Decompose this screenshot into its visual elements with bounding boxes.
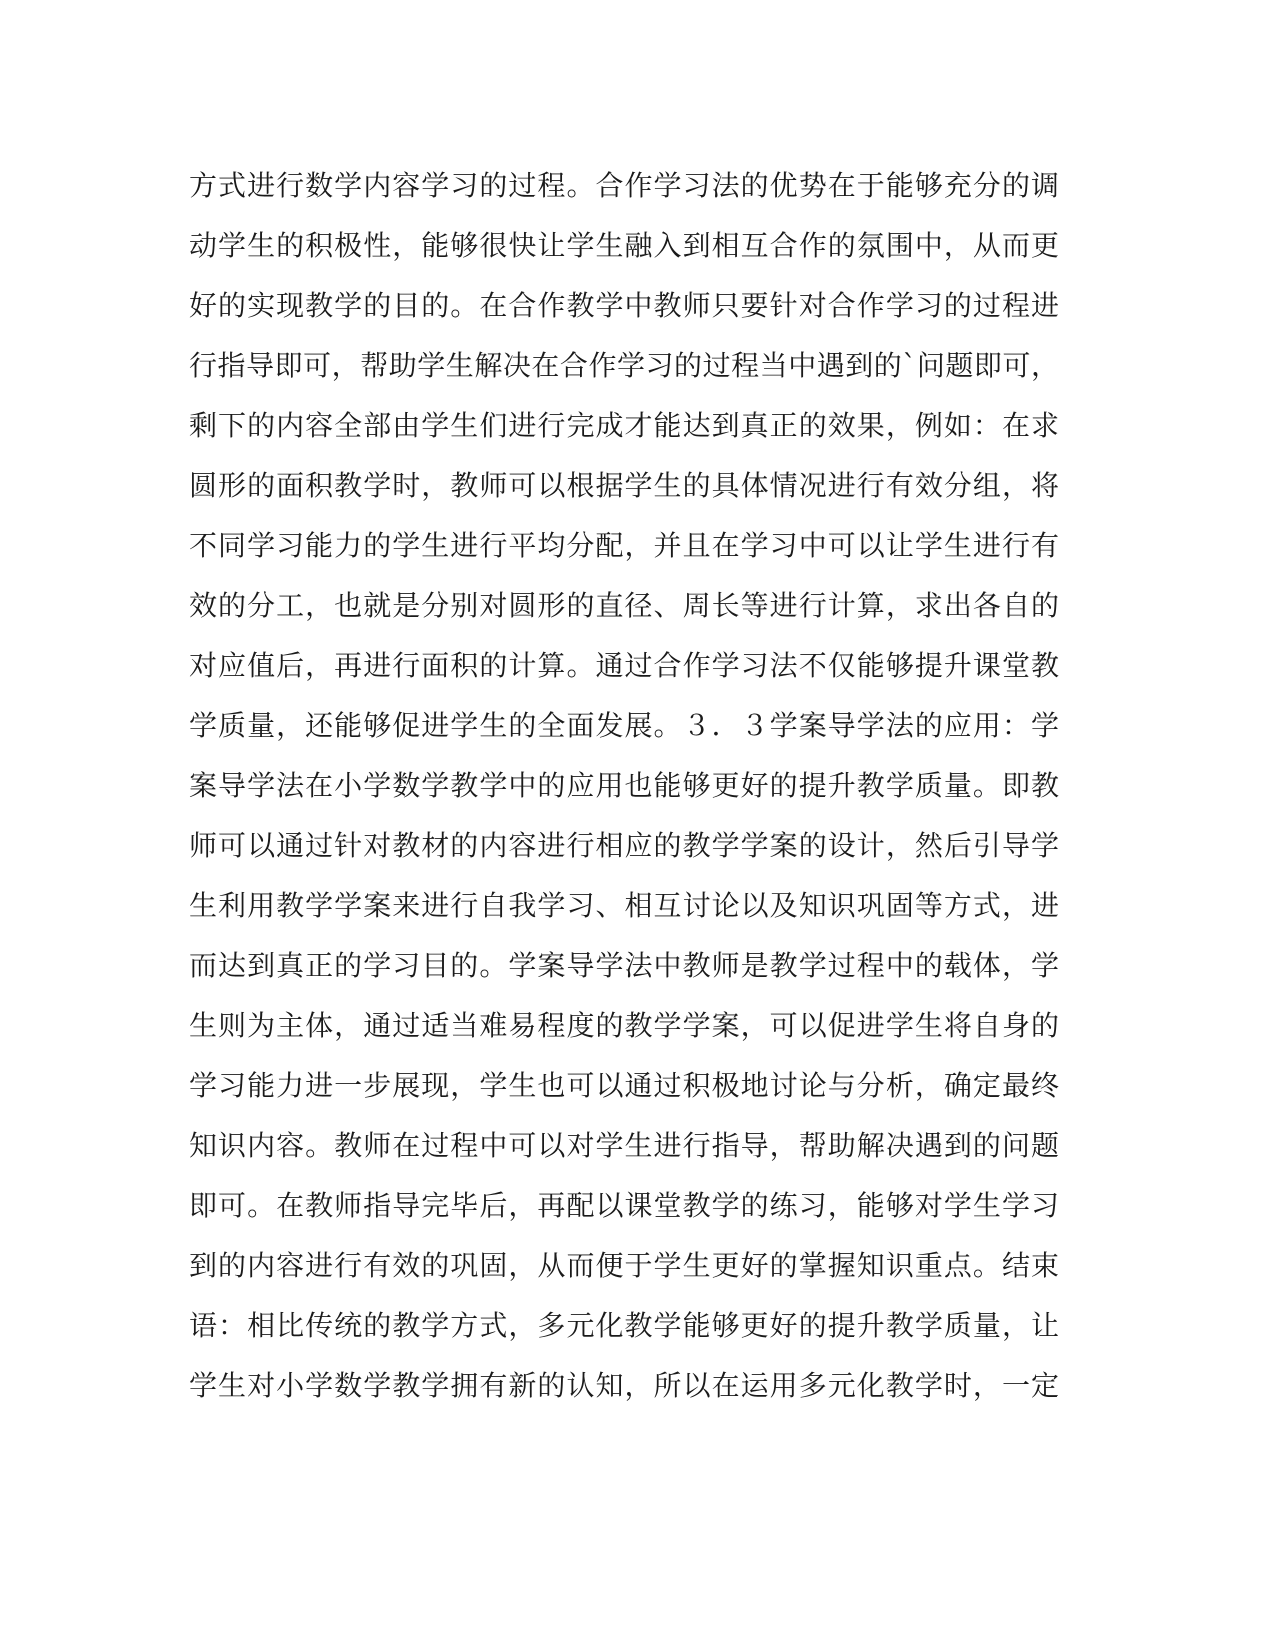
text-line-2: 动学生的积极性，能够很快让学生融入到相互合作的氛围中，从而更 <box>189 229 1059 262</box>
text-line-18: 即可。在教师指导完毕后，再配以课堂教学的练习，能够对学生学习 <box>189 1189 1059 1222</box>
text-line-4: 行指导即可，帮助学生解决在合作学习的过程当中遇到的`问题即可， <box>189 349 1059 382</box>
text-line-9: 对应值后，再进行面积的计算。通过合作学习法不仅能够提升课堂教 <box>189 649 1059 682</box>
text-line-19: 到的内容进行有效的巩固，从而便于学生更好的掌握知识重点。结束 <box>189 1249 1059 1282</box>
text-line-10: 学质量，还能够促进学生的全面发展。３．３学案导学法的应用：学 <box>189 709 1059 742</box>
text-line-6: 圆形的面积教学时，教师可以根据学生的具体情况进行有效分组，将 <box>189 469 1059 502</box>
text-line-15: 生则为主体，通过适当难易程度的教学学案，可以促进学生将自身的 <box>189 1009 1059 1042</box>
text-line-14: 而达到真正的学习目的。学案导学法中教师是教学过程中的载体，学 <box>189 949 1059 982</box>
text-line-12: 师可以通过针对教材的内容进行相应的教学学案的设计，然后引导学 <box>189 829 1059 862</box>
text-line-7: 不同学习能力的学生进行平均分配，并且在学习中可以让学生进行有 <box>189 529 1059 562</box>
text-line-11: 案导学法在小学数学教学中的应用也能够更好的提升教学质量。即教 <box>189 769 1059 802</box>
text-line-21: 学生对小学数学教学拥有新的认知，所以在运用多元化教学时，一定 <box>189 1369 1059 1402</box>
body-paragraph <box>189 156 1059 1416</box>
text-line-5: 剩下的内容全部由学生们进行完成才能达到真正的效果，例如：在求 <box>189 409 1059 442</box>
text-line-13: 生利用教学学案来进行自我学习、相互讨论以及知识巩固等方式，进 <box>189 889 1059 922</box>
text-line-20: 语：相比传统的教学方式，多元化教学能够更好的提升教学质量，让 <box>189 1309 1059 1342</box>
text-line-17: 知识内容。教师在过程中可以对学生进行指导，帮助解决遇到的问题 <box>189 1129 1059 1162</box>
text-line-8: 效的分工，也就是分别对圆形的直径、周长等进行计算，求出各自的 <box>189 589 1059 622</box>
text-line-16: 学习能力进一步展现，学生也可以通过积极地讨论与分析，确定最终 <box>189 1069 1059 1102</box>
text-line-1: 方式进行数学内容学习的过程。合作学习法的优势在于能够充分的调 <box>189 169 1059 202</box>
text-line-3: 好的实现教学的目的。在合作教学中教师只要针对合作学习的过程进 <box>189 289 1059 322</box>
